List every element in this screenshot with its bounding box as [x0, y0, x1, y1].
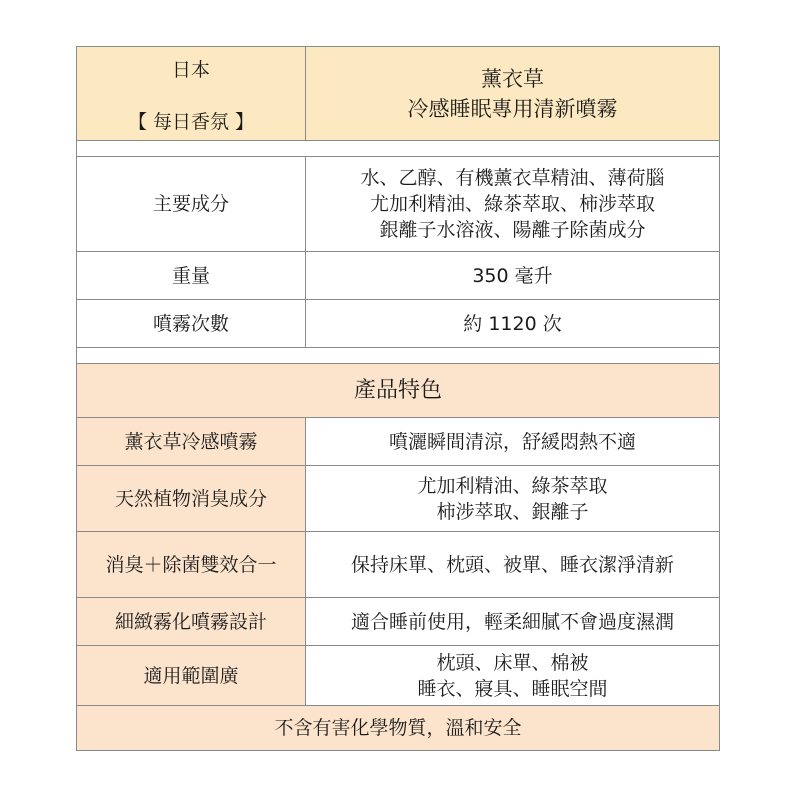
feature-label: 適用範圍廣: [77, 646, 306, 706]
feature-row: [77, 532, 720, 598]
spec-row-spray-count: [77, 300, 720, 348]
product-spec-sheet: [76, 46, 719, 751]
feature-label: 消臭＋除菌雙效合一: [77, 532, 306, 598]
header-row: [77, 47, 720, 141]
spec-label: 主要成分: [77, 157, 306, 252]
brand-cell: [77, 47, 306, 141]
feature-value-line: 尤加利精油、綠茶萃取: [417, 474, 608, 497]
feature-value: [306, 646, 720, 706]
product-spec-table: [76, 46, 720, 751]
feature-value: 保持床單、枕頭、被單、睡衣潔淨清新: [306, 532, 720, 598]
feature-value-line: 睡衣、寢具、睡眠空間: [417, 677, 608, 700]
feature-row: [77, 598, 720, 646]
spec-label: 噴霧次數: [77, 300, 306, 348]
feature-value: [306, 466, 720, 532]
feature-row: [77, 646, 720, 706]
features-title: 產品特色: [77, 364, 720, 418]
feature-value-line: 枕頭、床單、棉被: [436, 651, 589, 674]
spec-value-line: 銀離子水溶液、陽離子除菌成分: [379, 219, 646, 241]
spacer-row: [77, 348, 720, 364]
features-title-row: [77, 364, 720, 418]
features-footer-row: [77, 706, 720, 751]
feature-value: 適合睡前使用，輕柔細膩不會過度濕潤: [306, 598, 720, 646]
product-name: 薰衣草: [481, 66, 544, 91]
feature-row: [77, 418, 720, 466]
spec-value: 約 1120 次: [306, 300, 720, 348]
feature-label: 細緻霧化噴霧設計: [77, 598, 306, 646]
spec-label: 重量: [77, 252, 306, 300]
product-title-cell: [306, 47, 720, 141]
spec-row-ingredients: [77, 157, 720, 252]
brand-text: 【 每日香氛 】: [127, 111, 255, 133]
product-subtitle: 冷感睡眠專用清新噴霧: [407, 96, 618, 121]
spec-value: [306, 157, 720, 252]
spec-value-line: 水、乙醇、有機薰衣草精油、薄荷腦: [360, 167, 665, 189]
spacer-row: [77, 141, 720, 157]
feature-label: 天然植物消臭成分: [77, 466, 306, 532]
feature-label: 薰衣草冷感噴霧: [77, 418, 306, 466]
feature-value: 噴灑瞬間清涼，舒緩悶熱不適: [306, 418, 720, 466]
feature-row: [77, 466, 720, 532]
feature-value-line: 柿涉萃取、銀離子: [436, 500, 589, 523]
origin-text: 日本: [171, 59, 210, 81]
spec-value: 350 毫升: [306, 252, 720, 300]
spec-row-weight: [77, 252, 720, 300]
features-footer: 不含有害化學物質，溫和安全: [77, 706, 720, 751]
spec-value-line: 尤加利精油、綠茶萃取、柿涉萃取: [369, 193, 655, 215]
